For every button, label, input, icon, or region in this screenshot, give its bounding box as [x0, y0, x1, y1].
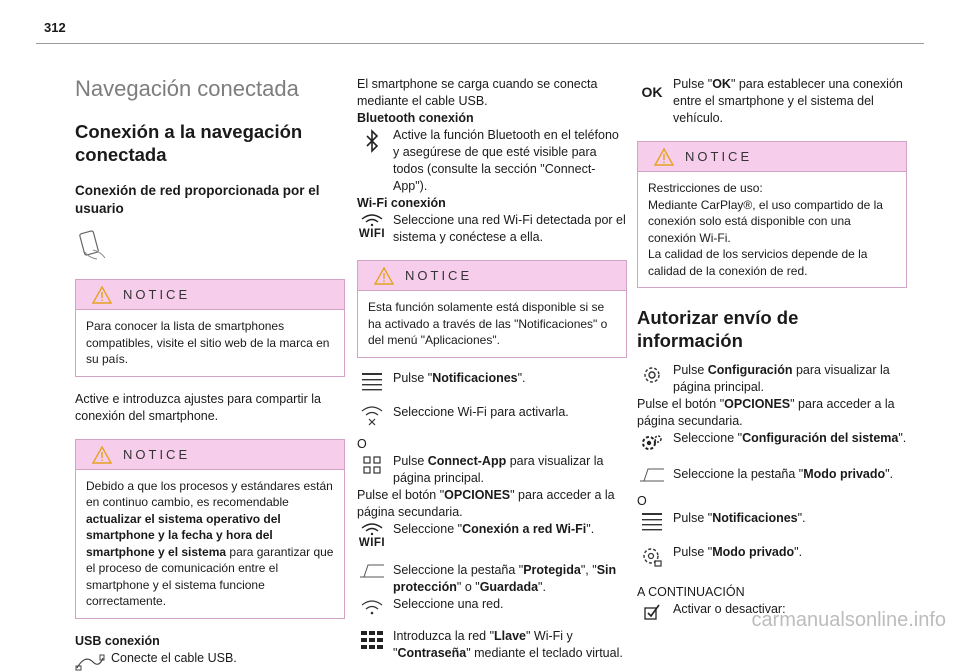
- page-title: Navegación conectada: [75, 76, 299, 101]
- step-notifications: [637, 510, 907, 532]
- step-text: Pulse el botón "OPCIONES" para acceder a la página secundaria.: [637, 397, 895, 428]
- notice-header: [76, 440, 344, 470]
- keyboard-icon: [357, 628, 387, 650]
- step-text: Pulse "Notificaciones".: [393, 370, 526, 385]
- notifications-menu-icon: [637, 510, 667, 532]
- subsection-heading: Conexión de red proporcionada por el usuario: [75, 183, 320, 216]
- step-system-settings: [637, 430, 907, 454]
- step-keyboard: [357, 628, 627, 662]
- notice-title: NOTICE: [405, 268, 473, 283]
- step-private-mode: [637, 544, 907, 568]
- usb-cable-icon: [75, 650, 105, 672]
- section-heading: Autorizar envío de información: [637, 307, 799, 351]
- system-settings-icon: [637, 430, 667, 454]
- step-text: Pulse "Notificaciones".: [673, 511, 806, 525]
- wifi-signal-icon: [357, 596, 387, 616]
- column-2: [357, 76, 627, 662]
- notice-text: Para conocer la lista de smartphones compatibles, visite el sitio web de la marca en su país.: [76, 310, 344, 376]
- bluetooth-icon: [357, 127, 387, 153]
- notice-box: [637, 141, 907, 288]
- step-text: Activar o desactivar:: [673, 602, 786, 616]
- step-settings: [637, 362, 907, 396]
- or-text: O: [637, 494, 647, 508]
- usb-heading: USB conexión: [75, 633, 160, 648]
- paragraph: El smartphone se carga cuando se conecta mediante el cable USB.: [357, 77, 598, 108]
- notice-header: [76, 280, 344, 310]
- warning-icon: [654, 148, 674, 171]
- watermark: carmanualsonline.info: [751, 609, 946, 631]
- step-text: Pulse "Modo privado".: [673, 545, 803, 559]
- step-text: Seleccione "Configuración del sistema".: [673, 431, 907, 445]
- step-text: Pulse Configuración para visualizar la página principal.: [673, 363, 890, 394]
- connect-app-icon: [357, 453, 387, 475]
- notice-box: [75, 439, 345, 619]
- usb-step: [75, 650, 345, 672]
- smartphone-icon: [75, 230, 345, 265]
- step-text: Seleccione la pestaña "Modo privado".: [673, 467, 894, 481]
- step-text: Seleccione "Conexión a red Wi-Fi".: [393, 521, 595, 536]
- warning-icon: [374, 267, 394, 290]
- notice-text: Esta función solamente está disponible si se ha activado a través de las "Notificaciones" o del menú "Aplicaciones".: [358, 291, 626, 357]
- wifi-text: Seleccione una red Wi-Fi detectada por el sistema y conéctese a ella.: [393, 213, 626, 244]
- wifi-step: [357, 212, 627, 246]
- step-tab: [357, 562, 627, 596]
- notifications-menu-icon: [357, 370, 387, 392]
- notice-title: NOTICE: [123, 446, 191, 462]
- bluetooth-heading: Bluetooth conexión: [357, 111, 474, 125]
- paragraph: Active e introduzca ajustes para compartir la conexión del smartphone.: [75, 391, 321, 423]
- notice-header: [638, 142, 906, 172]
- step-text: Introduzca la red "Llave" Wi-Fi y "Contraseña" mediante el teclado virtual.: [393, 628, 623, 660]
- bluetooth-step: [357, 127, 627, 195]
- bluetooth-text: Active la función Bluetooth en el teléfono y asegúrese de que esté visible para todos (consulte la sección "Connect-App").: [393, 128, 619, 193]
- step-ok: [637, 76, 907, 127]
- warning-icon: [92, 286, 112, 309]
- step-text: Seleccione la pestaña "Protegida", "Sin protección" o "Guardada".: [393, 562, 617, 594]
- step-notifications: [357, 370, 627, 392]
- top-divider: [36, 43, 924, 44]
- step-connect-app: [357, 453, 627, 487]
- wifi-icon: WIFI: [357, 212, 387, 243]
- notice-text: Debido a que los procesos y estándares están en continuo cambio, es recomendable actualizar el sistema operativo del smartphone y la fecha y hora del smartphone y el sistema para garantizar que el proceso de comunicación entre el smartphone y el sistema funcione correctamente.: [76, 470, 344, 618]
- checkbox-icon: [637, 601, 667, 621]
- column-1: [75, 60, 345, 672]
- step-wifi-activate: [357, 404, 627, 426]
- tab-icon: [357, 562, 387, 578]
- step-text: Pulse el botón "OPCIONES" para acceder a la página secundaria.: [357, 487, 615, 519]
- step-wifi-network: [357, 521, 627, 552]
- wifi-off-icon: [357, 404, 387, 426]
- notice-title: NOTICE: [123, 287, 191, 302]
- private-mode-icon: [637, 544, 667, 568]
- step-text: Seleccione Wi-Fi para activarla.: [393, 404, 569, 419]
- notice-header: [358, 261, 626, 291]
- step-text: Seleccione una red.: [393, 596, 504, 611]
- notice-title: NOTICE: [685, 149, 753, 164]
- usb-text: Conecte el cable USB.: [111, 650, 237, 665]
- tab-icon: [637, 466, 667, 482]
- notice-box: [75, 279, 345, 377]
- page-number: 312: [44, 20, 66, 35]
- column-3: [637, 76, 907, 621]
- warning-icon: [92, 446, 112, 469]
- section-heading: Conexión a la navegación conectada: [75, 121, 303, 165]
- notice-box: [357, 260, 627, 358]
- settings-gear-icon: [637, 362, 667, 386]
- wifi-heading: Wi-Fi conexión: [357, 196, 446, 210]
- then-text: A CONTINUACIÓN: [637, 585, 745, 599]
- ok-button-icon: OK: [641, 84, 663, 100]
- wifi-icon: WIFI: [357, 521, 387, 552]
- step-select-network: [357, 596, 627, 616]
- or-text: O: [357, 436, 367, 451]
- step-private-tab: [637, 466, 907, 483]
- notice-text: Restricciones de uso: Mediante CarPlay®, el uso compartido de la conexión solo está disponible con una conexión Wi-Fi. La calidad de los servicios depende de la calidad de la conexión de red.: [638, 172, 906, 287]
- step-text: Pulse Connect-App para visualizar la página principal.: [393, 453, 604, 485]
- step-text: Pulse "OK" para establecer una conexión entre el smartphone y el sistema del vehículo.: [673, 77, 903, 125]
